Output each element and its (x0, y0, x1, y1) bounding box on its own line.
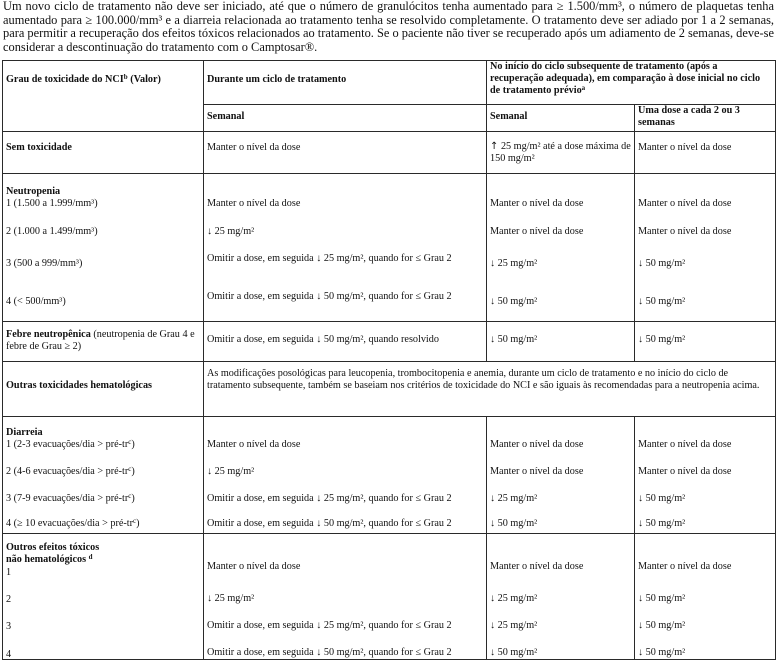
diarrhea-title: Diarreia (6, 427, 43, 438)
neutropenia-weekly-cell (487, 174, 635, 322)
subheader-weekly-label: Semanal (207, 111, 245, 122)
nonhem-q3-4: ↓ 50 mg/m² (638, 647, 686, 658)
nonhem-q3-3: ↓ 50 mg/m² (638, 620, 686, 631)
neutropenia-weekly-3: ↓ 25 mg/m² (490, 258, 538, 269)
other-hem-label-cell (3, 362, 204, 417)
neutropenia-q3-1: Manter o nível da dose (638, 198, 732, 209)
nonhem-q3-2: ↓ 50 mg/m² (638, 593, 686, 604)
row-no-toxicity (3, 132, 776, 174)
diarrhea-q3-cell (635, 417, 776, 534)
no-tox-q3: Manter o nível da dose (638, 142, 732, 153)
diarrhea-grade-1: 1 (2-3 evacuações/dia > pré-tr (6, 439, 129, 450)
row-other-hematologic (3, 362, 776, 417)
diarrhea-grade-4: 4 (≥ 10 evacuações/dia > pré-tr (6, 518, 134, 529)
other-hem-text: As modificações posológicas para leucopenia, trombocitopenia e anemia, durante um ciclo de tratamento e no início do ciclo de tratamento subsequente, também se baseiam nos critérios de toxicidade do NCI e são iguais às recomendadas para a neutropenia acima. (207, 368, 760, 392)
neutropenia-during-1: Manter o nível da dose (207, 198, 301, 209)
neutropenia-weekly-2: Manter o nível da dose (490, 226, 584, 237)
nonhem-during-3: Omitir a dose, em seguida ↓ 25 mg/m², quando for ≤ Grau 2 (207, 620, 452, 631)
intro-paragraph: Um novo ciclo de tratamento não deve ser iniciado, até que o número de granulócitos tenha aumentado para ≥ 1.500/mm³, o número de plaquetas tenha aumentado para ≥ 100.000/mm³ e a diarreia relacionada ao tratamento tenha se resolvido completamente. O tratamento deve ser adiado por 1 a 2 semanas, para permitir a recuperação dos efeitos tóxicos relacionados ao tratamento. Se o paciente não tiver se recuperado após um adiamento de 2 semanas, deve-se considerar a descontinuação do tratamento com o Camptosar®. (3, 0, 774, 55)
diarrhea-weekly-4: ↓ 50 mg/m² (490, 518, 538, 529)
nonhem-weekly-1: Manter o nível da dose (490, 561, 584, 572)
nonhem-grade-4: 4 (6, 649, 12, 660)
nonhem-q3-1: Manter o nível da dose (638, 561, 732, 572)
febrile-label-cell (3, 322, 204, 362)
up-arrow-icon: ↑ (490, 141, 499, 152)
header-next-label: No início do ciclo subsequente de tratamento (após a recuperação adequada), em comparação à dose inicial no ciclo de tratamento prévio (490, 61, 761, 97)
neutropenia-q3-3: ↓ 50 mg/m² (638, 258, 686, 269)
nonhem-grade-2: 2 (6, 594, 12, 605)
diarrhea-sup-4: c (133, 517, 137, 525)
nonhem-weekly-cell (487, 534, 635, 660)
neutropenia-grade-cell (3, 174, 204, 322)
no-tox-label-cell (3, 132, 204, 174)
nonhem-during-1: Manter o nível da dose (207, 561, 301, 572)
diarrhea-sup-3: c (128, 492, 132, 500)
neutropenia-during-cell (204, 174, 487, 322)
diarrhea-during-4: Omitir a dose, em seguida ↓ 50 mg/m², quando for ≤ Grau 2 (207, 518, 452, 529)
no-tox-during: Manter o nível da dose (207, 142, 301, 153)
nonhem-grade-1: 1 (6, 567, 12, 578)
diarrhea-grade-2: 2 (4-6 evacuações/dia > pré-tr (6, 466, 129, 477)
subheader-q23-label: Uma dose a cada 2 ou 3 semanas (638, 105, 740, 129)
diarrhea-during-cell (204, 417, 487, 534)
other-hem-text-cell (204, 362, 776, 417)
subheader-weekly-cell (204, 105, 487, 132)
diarrhea-q3-4: ↓ 50 mg/m² (638, 518, 686, 529)
row-febrile-neutropenia (3, 322, 776, 362)
diarrhea-grade-cell: Diarreia 1 (2-3 evacuações/dia > pré-$tr^c$) 2 (4-6 evacuações/dia > pré-$tr^c$) 3 (7-9 evacuações/dia > pré-$tr^c$) 4 (≥ 10 evacuações/dia > pré-$tr^c$) (3, 417, 204, 534)
nonhem-during-2: ↓ 25 mg/m² (207, 593, 255, 604)
no-tox-label: Sem toxicidade (6, 142, 72, 153)
diarrhea-grade-3: 3 (7-9 evacuações/dia > pré-tr (6, 493, 129, 504)
febrile-weekly: ↓ 50 mg/m² (490, 334, 538, 345)
nonhem-during-4: Omitir a dose, em seguida ↓ 50 mg/m², quando for ≤ Grau 2 (207, 647, 452, 658)
header-grade-suffix: (Valor) (127, 74, 161, 85)
no-tox-weekly-cell (487, 132, 635, 174)
diarrhea-during-3: Omitir a dose, em seguida ↓ 25 mg/m², quando for ≤ Grau 2 (207, 493, 452, 504)
febrile-q3-cell (635, 322, 776, 362)
nonhem-title: Outros efeitos tóxicos não hematológicos (6, 542, 100, 566)
neutropenia-weekly-1: Manter o nível da dose (490, 198, 584, 209)
febrile-during-cell (204, 322, 487, 362)
row-other-nonhematologic (3, 534, 776, 660)
neutropenia-q3-2: Manter o nível da dose (638, 226, 732, 237)
neutropenia-grade-1: 1 (1.500 a 1.999/mm³) (6, 198, 98, 209)
febrile-q3: ↓ 50 mg/m² (638, 334, 686, 345)
neutropenia-during-4: Omitir a dose, em seguida ↓ 50 mg/m², quando for ≤ Grau 2 (207, 291, 452, 302)
neutropenia-q3-cell (635, 174, 776, 322)
nonhem-weekly-4: ↓ 50 mg/m² (490, 647, 538, 658)
nonhem-q3-cell (635, 534, 776, 660)
febrile-label-rest: (neutropenia de Grau 4 e febre de Grau ≥ 2) (6, 329, 195, 353)
nonhem-grade-cell (3, 534, 204, 660)
toxicity-table (2, 60, 776, 660)
nonhem-during-cell (204, 534, 487, 660)
neutropenia-q3-4: ↓ 50 mg/m² (638, 296, 686, 307)
other-hem-label: Outras toxicidades hematológicas (6, 380, 153, 391)
diarrhea-sup-1: c (128, 438, 132, 446)
diarrhea-q3-1: Manter o nível da dose (638, 439, 732, 450)
header-grade-label: Grau de toxicidade do NCI (6, 74, 124, 85)
nonhem-grade-3: 3 (6, 621, 12, 632)
neutropenia-title: Neutropenia (6, 186, 61, 197)
diarrhea-q3-2: Manter o nível da dose (638, 466, 732, 477)
header-during-cell (204, 61, 487, 105)
diarrhea-sup-2: c (128, 465, 132, 473)
header-during-label: Durante um ciclo de tratamento (207, 74, 347, 85)
header-row (3, 61, 776, 105)
no-tox-during-cell (204, 132, 487, 174)
diarrhea-q3-3: ↓ 50 mg/m² (638, 493, 686, 504)
diarrhea-weekly-cell (487, 417, 635, 534)
febrile-weekly-cell (487, 322, 635, 362)
subheader-q23-cell (635, 105, 776, 132)
subheader-weekly2-label: Semanal (490, 111, 528, 122)
neutropenia-during-3: Omitir a dose, em seguida ↓ 25 mg/m², quando for ≤ Grau 2 (207, 253, 452, 264)
header-next-cell (487, 61, 776, 105)
diarrhea-during-2: ↓ 25 mg/m² (207, 466, 255, 477)
neutropenia-grade-3: 3 (500 a 999/mm³) (6, 258, 83, 269)
row-diarrhea (3, 417, 776, 534)
neutropenia-weekly-4: ↓ 50 mg/m² (490, 296, 538, 307)
nonhem-weekly-2: ↓ 25 mg/m² (490, 593, 538, 604)
diarrhea-during-1: Manter o nível da dose (207, 439, 301, 450)
febrile-during: Omitir a dose, em seguida ↓ 50 mg/m², quando resolvido (207, 334, 439, 345)
diarrhea-weekly-3: ↓ 25 mg/m² (490, 493, 538, 504)
neutropenia-grade-4: 4 (< 500/mm³) (6, 296, 66, 307)
subheader-weekly2-cell (487, 105, 635, 132)
header-grade-cell (3, 61, 204, 132)
nonhem-sup: d (88, 553, 93, 562)
nonhem-weekly-3: ↓ 25 mg/m² (490, 620, 538, 631)
no-tox-q3-cell (635, 132, 776, 174)
diarrhea-weekly-2: Manter o nível da dose (490, 466, 584, 477)
header-grade-sup: b (123, 73, 128, 81)
neutropenia-grade-2: 2 (1.000 a 1.499/mm³) (6, 226, 98, 237)
neutropenia-during-2: ↓ 25 mg/m² (207, 226, 255, 237)
febrile-label-bold: Febre neutropênica (6, 329, 91, 340)
diarrhea-weekly-1: Manter o nível da dose (490, 439, 584, 450)
no-tox-weekly: 25 mg/m² até a dose máxima de 150 mg/m² (490, 141, 631, 165)
row-neutropenia (3, 174, 776, 322)
header-next-sup: a (581, 84, 586, 93)
